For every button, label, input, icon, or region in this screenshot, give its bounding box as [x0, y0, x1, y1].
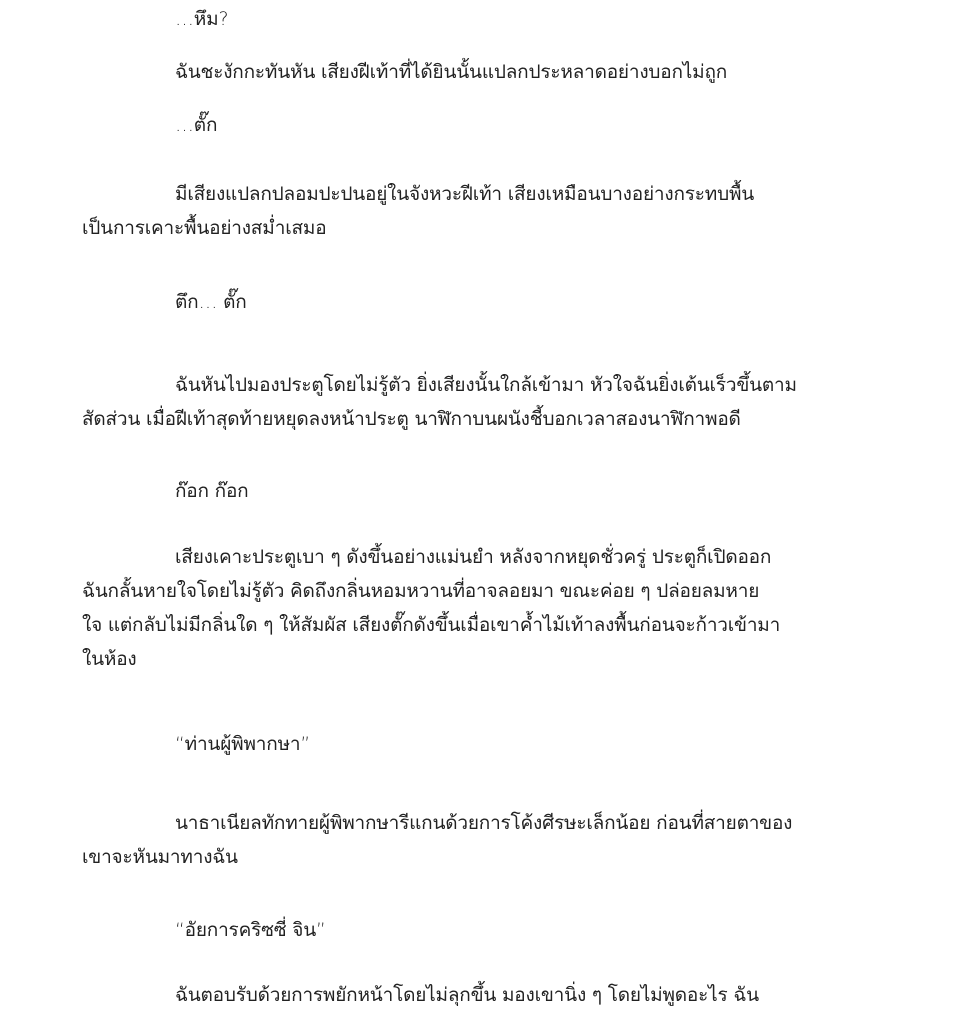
paragraph-nod-response [82, 978, 922, 1012]
text-line: เขาจะหันมาทางฉัน [82, 846, 238, 868]
paragraph-door-opens [82, 540, 922, 676]
text-line: เสียงเคาะประตูเบา ๆ ดังขึ้นอย่างแม่นยำ หลังจากหยุดชั่วครู่ ประตูก็เปิดออก [175, 546, 772, 568]
text-line: ในห้อง [82, 648, 137, 670]
text-line: ก๊อก ก๊อก [175, 480, 249, 502]
paragraph-tak [82, 108, 922, 142]
text-line: สัดส่วน เมื่อฝีเท้าสุดท้ายหยุดลงหน้าประตู นาฬิกาบนผนังชี้บอกเวลาสองนาฬิกาพอดี [82, 408, 741, 430]
paragraph-nathaniel-bows [82, 806, 922, 874]
paragraph-tuk-tak [82, 285, 922, 319]
text-line: “อัยการคริซซี่ จิน” [175, 919, 326, 941]
text-line: ฉันชะงักกะทันหัน เสียงฝีเท้าที่ได้ยินนั้นแปลกประหลาดอย่างบอกไม่ถูก [175, 61, 728, 83]
paragraph-startled [82, 55, 922, 89]
text-line: ใจ แต่กลับไม่มีกลิ่นใด ๆ ให้สัมผัส เสียงตั๊กดังขึ้นเมื่อเขาค้ำไม้เท้าลงพื้นก่อนจะก้าวเข้ามา [82, 614, 781, 636]
text-line: เป็นการเคาะพื้นอย่างสม่ำเสมอ [82, 217, 327, 239]
text-line: ตึก… ตั๊ก [175, 291, 247, 313]
text-line: ฉันกลั้นหายใจโดยไม่รู้ตัว คิดถึงกลิ่นหอมหวานที่อาจลอยมา ขณะค่อย ๆ ปล่อยลมหาย [82, 580, 760, 602]
paragraph-hmm [82, 2, 922, 36]
paragraph-strange-sound [82, 177, 922, 245]
paragraph-prosecutor-greeting [82, 913, 922, 947]
text-line: …หึม? [175, 8, 229, 30]
text-line: มีเสียงแปลกปลอมปะปนอยู่ในจังหวะฝีเท้า เสียงเหมือนบางอย่างกระทบพื้น [175, 183, 755, 205]
text-line: …ตั๊ก [175, 114, 218, 136]
paragraph-judge-greeting [82, 727, 922, 761]
text-line: “ท่านผู้พิพากษา” [175, 733, 311, 755]
text-line: ฉันหันไปมองประตูโดยไม่รู้ตัว ยิ่งเสียงนั้นใกล้เข้ามา หัวใจฉันยิ่งเต้นเร็วขึ้นตาม [175, 374, 797, 396]
text-line: ฉันตอบรับด้วยการพยักหน้าโดยไม่ลุกขึ้น มองเขานิ่ง ๆ โดยไม่พูดอะไร ฉัน [175, 984, 759, 1006]
text-line: นาธาเนียลทักทายผู้พิพากษารีแกนด้วยการโค้งศีรษะเล็กน้อย ก่อนที่สายตาของ [175, 812, 793, 834]
paragraph-knock [82, 474, 922, 508]
paragraph-turn-to-door [82, 368, 922, 436]
